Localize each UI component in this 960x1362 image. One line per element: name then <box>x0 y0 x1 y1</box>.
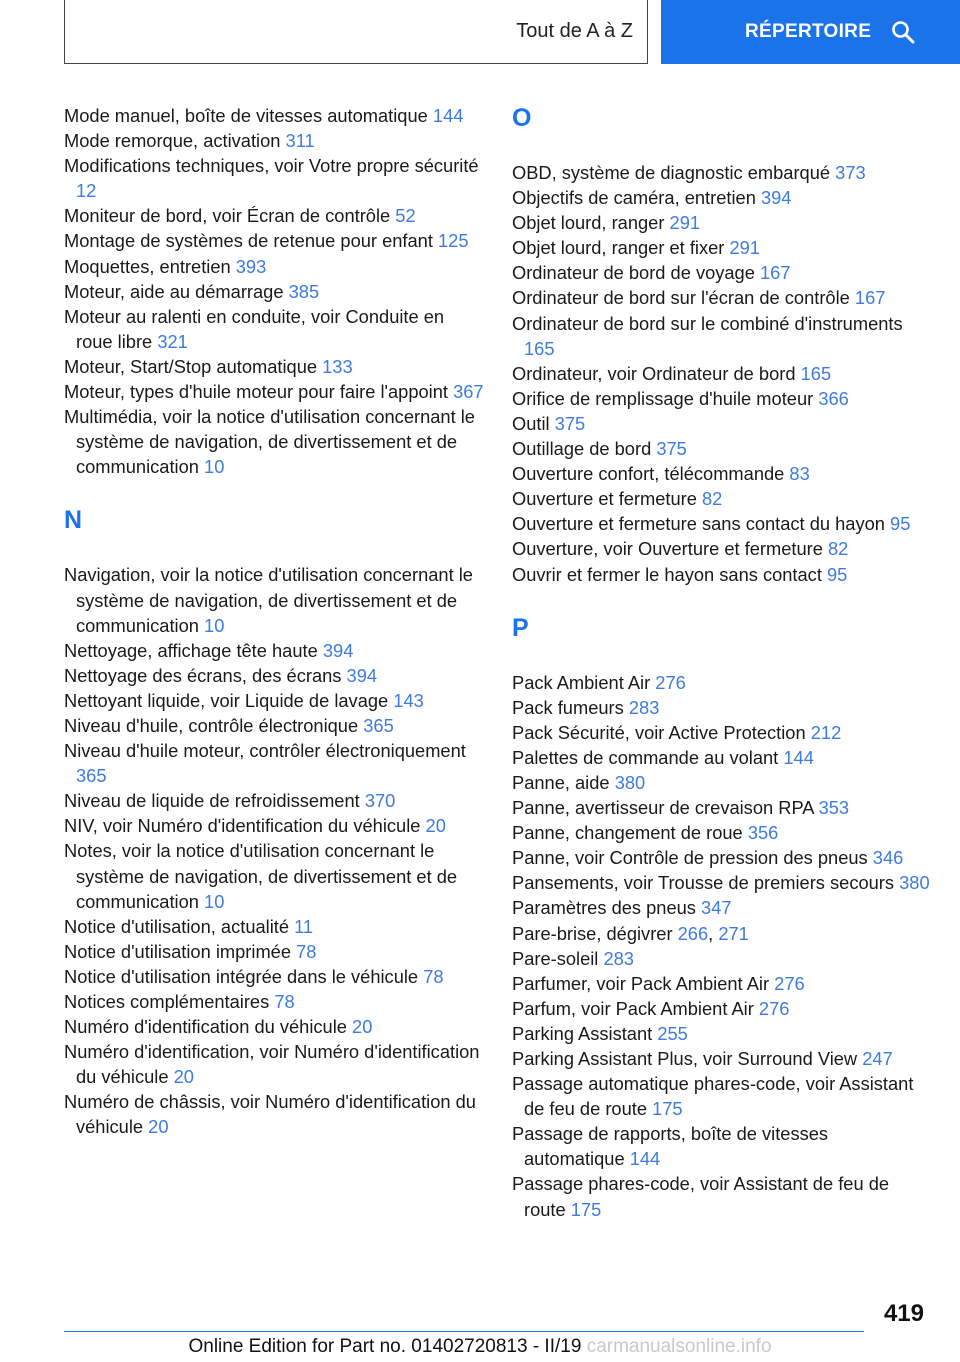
index-entry <box>512 1171 932 1221</box>
footer <box>0 1336 960 1358</box>
index-section-p <box>512 670 932 1222</box>
edition-text: Online Edition for Part no. 01402720813 - II/19 <box>188 1336 582 1357</box>
index-entry <box>64 638 484 663</box>
index-entry-text: Pare-brise, dégivrer <box>512 922 673 944</box>
index-entry-text: Ordinateur, voir Ordinateur de bord <box>512 362 796 384</box>
page-link[interactable]: 247 <box>862 1048 893 1069</box>
index-entry-text: Outil <box>512 412 550 434</box>
page-link[interactable]: 311 <box>285 130 315 152</box>
index-entry-text: Ouverture et fermeture <box>512 488 697 510</box>
index-entry-text: Ouverture, voir Ouverture et fermeture <box>512 538 823 560</box>
index-entry-text: Moniteur de bord, voir Écran de contrôle <box>64 205 391 227</box>
page-link[interactable]: 82 <box>828 538 849 560</box>
page-link[interactable]: 365 <box>76 765 107 787</box>
page-link[interactable]: 82 <box>702 488 723 510</box>
index-entry-text: Mode remorque, activation <box>64 130 281 152</box>
index-entry-text: Niveau d'huile, contrôle électronique <box>64 714 359 736</box>
index-entry <box>512 486 932 511</box>
page-link[interactable]: 375 <box>554 412 586 434</box>
index-entry <box>512 720 932 745</box>
index-entry <box>512 436 932 461</box>
page-link[interactable]: 283 <box>603 947 634 969</box>
index-entry <box>64 279 484 304</box>
search-icon[interactable] <box>891 20 915 44</box>
index-entry-text: Moteur, types d'huile moteur pour faire l'appoint <box>64 381 448 403</box>
tab-index-label: RÉPERTOIRE <box>745 21 872 42</box>
index-entry-text: Ordinateur de bord sur le combiné d'instruments <box>512 312 903 334</box>
index-entry <box>64 939 484 964</box>
index-entry <box>512 461 932 486</box>
index-entry <box>512 361 932 386</box>
page-link[interactable]: 167 <box>760 262 791 284</box>
page-link[interactable]: 291 <box>669 212 701 234</box>
page-link[interactable]: 144 <box>629 1148 661 1170</box>
page-link[interactable]: 393 <box>235 255 267 277</box>
index-entry <box>64 404 484 479</box>
index-entry <box>64 663 484 688</box>
index-entry <box>512 562 932 587</box>
index-entry-text: Ouvrir et fermer le hayon sans contact <box>512 563 822 585</box>
page-link[interactable]: 20 <box>173 1066 194 1088</box>
index-entry <box>64 379 484 404</box>
index-entry <box>64 838 484 913</box>
index-entry-text: Parking Assistant <box>512 1022 653 1044</box>
page-link[interactable]: 175 <box>652 1098 683 1120</box>
page-link[interactable]: 144 <box>783 746 814 768</box>
page-link[interactable]: 125 <box>438 230 469 252</box>
index-entry <box>512 386 932 411</box>
index-entry <box>64 738 484 788</box>
index-entry-text: Moteur, aide au démarrage <box>64 280 284 302</box>
index-entry-text: Nettoyage, affichage tête haute <box>64 639 318 661</box>
index-entry <box>512 1121 932 1171</box>
page-link[interactable]: 394 <box>346 664 378 686</box>
section-letter-o: O <box>512 104 532 132</box>
index-entry-text: Ouverture et fermeture sans contact du hayon <box>512 513 885 535</box>
page-link[interactable]: 276 <box>655 671 686 693</box>
index-entry-text: Numéro d'identification, voir Numéro d'identification du véhicule <box>64 1041 480 1088</box>
index-entry-text: Orifice de remplissage d'huile moteur <box>512 387 814 409</box>
index-entry <box>64 354 484 379</box>
page-link[interactable]: 394 <box>760 187 792 209</box>
page-link[interactable]: 370 <box>364 790 396 812</box>
index-entry <box>512 770 932 795</box>
index-entry: Pare-brise, dégivrer 266, 271 <box>512 922 749 944</box>
index-entry-text: Panne, voir Contrôle de pression des pneus <box>512 847 868 869</box>
index-section-m <box>64 103 484 479</box>
page-link[interactable]: 394 <box>322 639 354 661</box>
index-entry <box>64 304 484 354</box>
index-entry <box>64 813 484 838</box>
page-link[interactable]: 11 <box>294 915 314 937</box>
index-entry <box>64 964 484 989</box>
index-entry-text: Notice d'utilisation imprimée <box>64 940 292 962</box>
index-entry-text: Objet lourd, ranger et fixer <box>512 237 725 259</box>
page-link[interactable]: 346 <box>872 847 904 869</box>
page-link[interactable]: 385 <box>288 280 320 302</box>
index-entry-text: Modifications techniques, voir Votre propre sécurité <box>64 155 479 177</box>
index-entry <box>512 1021 932 1046</box>
page-link[interactable]: 276 <box>758 997 790 1019</box>
page-link[interactable]: 291 <box>729 237 760 259</box>
page-link[interactable]: 78 <box>423 965 444 987</box>
page-link[interactable]: 12 <box>76 180 97 202</box>
index-entry-text: Pack Ambient Air <box>512 671 651 693</box>
index-entry-text: Notes, voir la notice d'utilisation concernant le système de navigation, de divertissement et de communication <box>64 840 458 912</box>
index-entry-text: Navigation, voir la notice d'utilisation concernant le système de navigation, de divertissement et de communication <box>64 564 473 636</box>
page-link[interactable]: 380 <box>614 771 646 793</box>
index-entry-text: Pack Sécurité, voir Active Protection <box>512 721 806 743</box>
index-section-o <box>512 160 932 587</box>
index-entry-text: Passage automatique phares-code, voir Assistant de feu de route <box>512 1073 914 1120</box>
index-entry <box>512 996 932 1021</box>
index-column-left <box>64 103 484 1140</box>
index-entry <box>64 989 484 1014</box>
index-entry <box>64 103 484 128</box>
page-link[interactable]: 283 <box>628 696 660 718</box>
page-link[interactable]: 83 <box>789 463 810 485</box>
page-link[interactable]: 10 <box>204 890 225 912</box>
index-entry-text: Ordinateur de bord de voyage <box>512 262 755 284</box>
page-link[interactable]: 143 <box>393 689 424 711</box>
page-link[interactable]: 52 <box>395 205 416 227</box>
index-entry-text: Panne, aide <box>512 771 610 793</box>
index-entry <box>64 203 484 228</box>
index-entry <box>64 1039 484 1089</box>
page-link[interactable]: 10 <box>204 614 225 636</box>
index-entry <box>512 210 932 235</box>
index-entry-text: Ouverture confort, télécommande <box>512 463 785 485</box>
index-entry-text: Numéro d'identification du véhicule <box>64 1016 347 1038</box>
index-entry-text: Objectifs de caméra, entretien <box>512 187 756 209</box>
index-entry-text: Panne, avertisseur de crevaison RPA <box>512 797 814 819</box>
index-entry-text: NIV, voir Numéro d'identification du véhicule <box>64 815 421 837</box>
index-entry-text: Parking Assistant Plus, voir Surround View <box>512 1048 858 1069</box>
page-link[interactable]: 271 <box>718 922 749 944</box>
page-link[interactable]: 367 <box>453 381 484 403</box>
index-entry <box>512 185 932 210</box>
index-entry <box>512 845 932 870</box>
page-link[interactable]: 380 <box>899 872 930 894</box>
index-entry <box>64 228 484 253</box>
index-entry-text: Palettes de commande au volant <box>512 746 779 768</box>
index-entry <box>512 311 932 361</box>
page-link[interactable]: 356 <box>747 822 779 844</box>
page-link[interactable]: 375 <box>656 438 687 460</box>
index-entry <box>64 562 484 637</box>
page-link[interactable]: 165 <box>800 362 832 384</box>
tab-a-to-z-label: Tout de A à Z <box>516 20 633 42</box>
index-entry <box>64 1089 484 1139</box>
index-entry <box>64 1014 484 1039</box>
section-letter-n: N <box>64 506 83 535</box>
page-link[interactable]: 365 <box>363 714 394 736</box>
index-entry <box>64 688 484 713</box>
index-entry-text: Pansements, voir Trousse de premiers secours <box>512 872 895 894</box>
index-entry-text: Montage de systèmes de retenue pour enfant <box>64 230 433 252</box>
index-entry <box>512 536 932 561</box>
brand-watermark: carmanualsonline.info <box>586 1336 772 1357</box>
index-entry <box>512 946 932 971</box>
page-link[interactable]: 165 <box>524 337 555 359</box>
index-entry-text: Multimédia, voir la notice d'utilisation concernant le système de navigation, de divertissement et de communication <box>64 406 475 478</box>
footer-divider <box>64 1331 864 1332</box>
section-letter-p: P <box>512 613 529 642</box>
index-entry <box>512 1046 932 1071</box>
page-link[interactable]: 133 <box>322 355 353 377</box>
index-entry <box>512 160 932 185</box>
index-entry <box>64 713 484 738</box>
page-link[interactable]: 20 <box>352 1016 373 1038</box>
index-entry-text: Moquettes, entretien <box>64 255 231 277</box>
index-entry <box>64 128 484 153</box>
page-link[interactable]: 144 <box>432 105 464 126</box>
index-entry-text: Numéro de châssis, voir Numéro d'identification du véhicule <box>64 1091 476 1138</box>
index-entry-text: Pare-soleil <box>512 947 599 969</box>
index-entry <box>64 254 484 279</box>
index-entry-text: Parfum, voir Pack Ambient Air <box>512 997 754 1019</box>
index-entry <box>512 971 932 996</box>
page-link[interactable]: 353 <box>818 797 850 819</box>
index-entry-text: OBD, système de diagnostic embarqué <box>512 162 831 183</box>
index-entry <box>512 511 932 536</box>
page-link[interactable]: 78 <box>274 991 295 1012</box>
page-link[interactable]: 255 <box>657 1022 688 1044</box>
tab-index[interactable] <box>661 0 960 64</box>
tab-a-to-z[interactable] <box>64 0 648 64</box>
index-entry <box>512 745 932 770</box>
index-entry <box>512 235 932 260</box>
page-link[interactable]: 10 <box>204 456 225 478</box>
index-entry <box>512 695 932 720</box>
index-entry-text: Paramètres des pneus <box>512 897 696 919</box>
index-entry-text: Parfumer, voir Pack Ambient Air <box>512 972 770 994</box>
page-link[interactable]: 167 <box>854 287 886 309</box>
index-entry-text: Passage phares-code, voir Assistant de feu de route <box>512 1173 890 1220</box>
page-link[interactable]: 95 <box>890 513 911 535</box>
index-entry <box>512 285 932 310</box>
index-entry-text: Nettoyant liquide, voir Liquide de lavage <box>64 689 389 711</box>
index-entry <box>512 1071 932 1121</box>
index-entry-text: Niveau de liquide de refroidissement <box>64 790 360 812</box>
page-link[interactable]: 321 <box>157 330 188 352</box>
page-link[interactable]: 276 <box>774 972 805 994</box>
index-entry-text: Passage de rapports, boîte de vitesses automatique <box>512 1123 829 1170</box>
index-entry-text: Mode manuel, boîte de vitesses automatique <box>64 105 428 126</box>
index-entry-text: Ordinateur de bord sur l'écran de contrôle <box>512 287 850 309</box>
index-entry-text: Niveau d'huile moteur, contrôler électroniquement <box>64 740 466 762</box>
index-entry <box>64 914 484 939</box>
index-entry <box>512 870 932 895</box>
page-link[interactable]: 266 <box>677 922 709 944</box>
index-entry-text: Moteur au ralenti en conduite, voir Conduite en roue libre <box>64 305 445 352</box>
page-link[interactable]: 366 <box>818 387 849 409</box>
page-link[interactable]: 212 <box>810 721 842 743</box>
index-entry-text: Notice d'utilisation intégrée dans le véhicule <box>64 965 419 987</box>
index-entry-text: Notice d'utilisation, actualité <box>64 915 290 937</box>
index-entry <box>512 895 932 920</box>
page-number: 419 <box>883 1300 924 1327</box>
index-entry-text: Objet lourd, ranger <box>512 212 665 234</box>
index-entry <box>512 820 932 845</box>
index-column-right <box>512 103 932 1222</box>
index-section-n <box>64 562 484 1139</box>
page-link[interactable]: 20 <box>425 815 446 837</box>
index-entry-text: Nettoyage des écrans, des écrans <box>64 664 342 686</box>
page-link[interactable]: 20 <box>148 1116 169 1138</box>
page-link[interactable]: 347 <box>701 897 732 919</box>
index-entry <box>64 788 484 813</box>
index-entry-text: Outillage de bord <box>512 438 652 460</box>
index-entry <box>64 153 484 203</box>
page-link[interactable]: 175 <box>570 1198 602 1220</box>
index-entry <box>512 795 932 820</box>
index-entry <box>512 260 932 285</box>
page-link[interactable]: 373 <box>835 162 866 183</box>
index-entry <box>512 670 932 695</box>
index-entry-text: Pack fumeurs <box>512 696 624 718</box>
page-link[interactable]: 78 <box>296 940 317 962</box>
page-link[interactable]: 95 <box>827 563 848 585</box>
index-entry-text: Panne, changement de roue <box>512 822 743 844</box>
index-entry-text: Notices complémentaires <box>64 991 270 1012</box>
index-entry-text: Moteur, Start/Stop automatique <box>64 355 318 377</box>
index-entry <box>512 411 932 436</box>
